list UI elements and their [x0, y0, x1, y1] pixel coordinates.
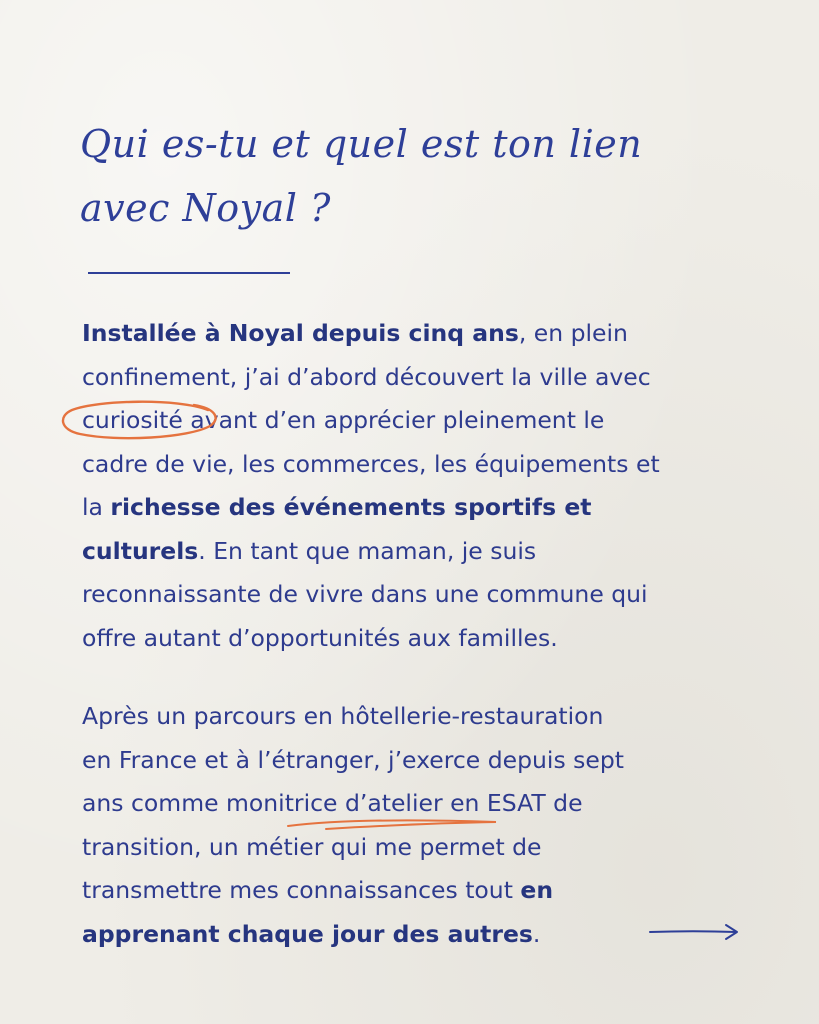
body-text: ans comme monitrice d’atelier en ESAT de	[82, 789, 583, 817]
paragraph-1	[82, 312, 742, 660]
body-text: . En tant que maman, je suis	[198, 536, 537, 565]
bold-text: apprenant chaque jour des autres	[82, 919, 533, 948]
body-text: transition, un métier qui me permet de	[82, 832, 542, 861]
body-text: curiosité avant d’en apprécier pleinement le	[82, 406, 605, 434]
body-text: cadre de vie, les commerces, les équipements et	[82, 449, 660, 478]
bold-text: Installée à Noyal depuis cinq ans	[82, 319, 519, 347]
highlight-underline-mark	[286, 817, 506, 833]
body-text: .	[532, 919, 541, 948]
body-text: la	[82, 493, 111, 521]
bold-text: richesse des événements sportifs et	[110, 493, 592, 521]
page-title	[80, 112, 720, 240]
body-text: offre autant d’opportunités aux familles.	[82, 623, 558, 652]
bold-text: culturels	[82, 536, 199, 565]
title-divider	[88, 272, 290, 274]
body-text: Après un parcours en hôtellerie-restauration	[82, 702, 604, 730]
body-text: reconnaissante de vivre dans une commune qui	[82, 580, 648, 608]
bold-text: en	[520, 876, 554, 904]
body-text: confinement, j’ai d’abord découvert la ville avec	[82, 362, 651, 391]
title-line-1: Qui es-tu et quel est ton lien	[80, 122, 643, 166]
title-line-2: avec Noyal ?	[80, 186, 331, 230]
highlight-circle-mark	[58, 396, 228, 444]
body-text: , en plein	[518, 319, 628, 347]
body-text: transmettre mes connaissances tout	[82, 876, 521, 904]
body-text: en France et à l’étranger, j’exerce depuis sept	[82, 745, 624, 774]
arrow-right-icon[interactable]	[648, 921, 740, 941]
